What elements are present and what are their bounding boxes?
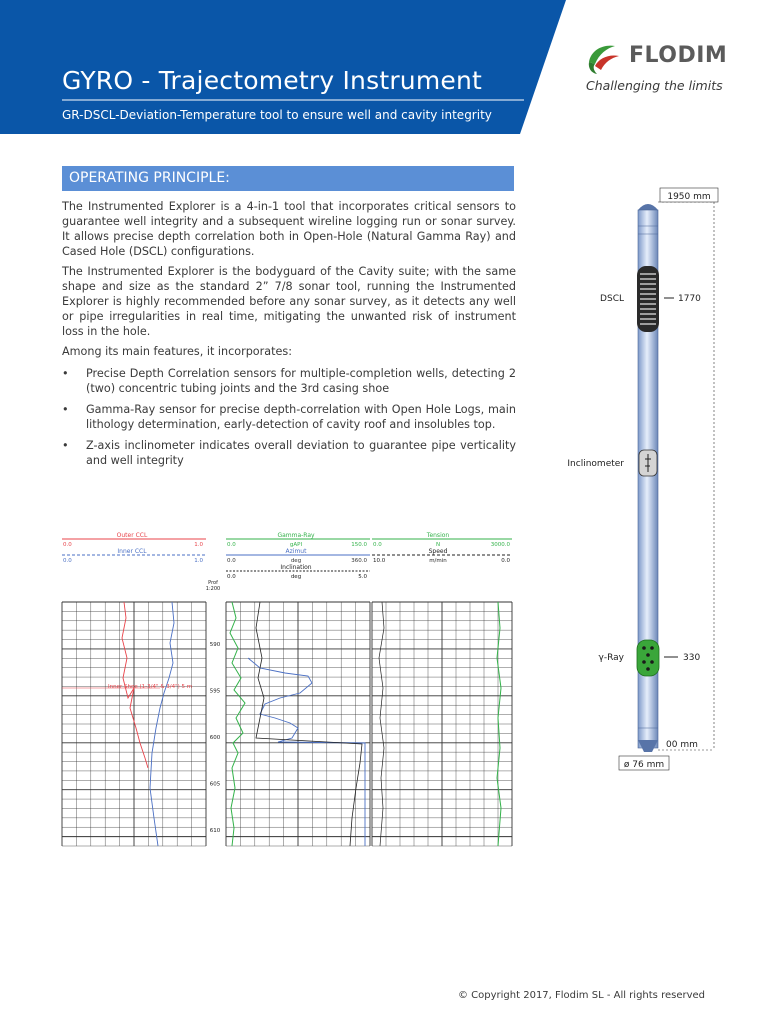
tagline: Challenging the limits	[586, 78, 723, 93]
inclination-unit: deg	[290, 574, 302, 580]
flodim-logo	[585, 40, 735, 76]
outer-ccl-min: 0.0	[63, 542, 72, 548]
list-item: • Gamma-Ray sensor for precise depth-correlation with Open Hole Logs, main lithology determination, early-detection of cavity roof and insolubles top.	[62, 403, 516, 431]
depth-label: 590	[209, 642, 221, 648]
tension-unit: N	[435, 542, 441, 548]
gamma-min: 0.0	[227, 542, 236, 548]
azimut-min: 0.0	[227, 558, 236, 564]
inclination-label: Inclination	[280, 564, 312, 571]
prof-label: Prof	[208, 580, 218, 586]
scale-label: 1:200	[205, 586, 221, 592]
logo-wordmark: FLODIM	[629, 43, 728, 68]
outer-ccl-label: Outer CCL	[116, 532, 148, 539]
copyright-footer: © Copyright 2017, Flodim SL - All rights reserved	[458, 990, 706, 1001]
gamma-max: 150.0	[351, 542, 367, 548]
tool-diameter: ø 76 mm	[623, 760, 665, 770]
azimut-max: 360.0	[351, 558, 367, 564]
depth-label: 600	[209, 735, 221, 741]
depth-axis	[210, 642, 221, 834]
azimut-label: Azimut	[285, 548, 307, 555]
dscl-value: 1770	[678, 294, 701, 304]
inner-ccl-max: 1.0	[194, 558, 203, 564]
dscl-label: DSCL	[600, 294, 624, 304]
tension-min: 0.0	[373, 542, 382, 548]
annotation-text: Inner Shoe (1-3/4" & 3/4") 5 m	[108, 684, 193, 690]
tension-max: 3000.0	[490, 542, 510, 548]
azimut-unit: deg	[290, 558, 302, 564]
section-header	[62, 166, 514, 191]
page-subtitle: GR-DSCL-Deviation-Temperature tool to ensure well and cavity integrity	[62, 108, 492, 122]
well-log-chart	[60, 528, 520, 853]
speed-unit: m/min	[429, 558, 447, 564]
tool-nose	[638, 204, 658, 210]
gamma-label: γ-Ray	[598, 653, 624, 663]
inclination-max: 5.0	[358, 574, 367, 580]
gamma-ray-label: Gamma-Ray	[277, 532, 315, 539]
inner-ccl-label: Inner CCL	[117, 548, 147, 555]
depth-label: 595	[209, 688, 221, 695]
feature-list	[62, 366, 516, 474]
tool-length: 1950 mm	[667, 192, 711, 202]
speed-max: 0.0	[501, 558, 510, 564]
inner-ccl-min: 0.0	[63, 558, 72, 564]
tool-tail	[638, 740, 658, 752]
speed-label: Speed	[428, 548, 448, 555]
log-grid	[62, 602, 512, 846]
paragraph-intro: The Instrumented Explorer is a 4-in-1 tool that incorporates critical sensors to guarantee well integrity and a subsequent wireline logging run or sonar survey. It allows precise depth correlation both in Open-Hole (Natural Gamma Ray) and Cased Hole (DSCL) configurations.	[62, 200, 516, 258]
paragraph-bodyguard: The Instrumented Explorer is the bodyguard of the Cavity suite; with the same shape and size as the standard 2” 7/8 sonar tool, running the Instrumented Explorer is highly recommended before any sonar survey, as it detects any well or pipe irregularities in real time, mitigating the unwanted risk of instrument loss in the hole.	[62, 265, 516, 338]
gamma-value: 330	[683, 653, 701, 663]
inclinometer-label: Inclinometer	[567, 459, 624, 469]
depth-label: 605	[209, 781, 221, 788]
depth-label: 610	[209, 828, 221, 834]
section-title: OPERATING PRINCIPLE:	[69, 170, 230, 186]
page-title: GYRO - Trajectometry Instrument	[62, 66, 483, 95]
paragraph-features-intro: Among its main features, it incorporates:	[62, 345, 292, 358]
inclination-min: 0.0	[227, 574, 236, 580]
list-item: • Precise Depth Correlation sensors for multiple-completion wells, detecting 2 (two) concentric tubing joints and the 3rd casing shoe	[62, 367, 516, 395]
list-item: • Z-axis inclinometer indicates overall deviation to guarantee pipe verticality and well integrity	[62, 439, 516, 467]
speed-min: 10.0	[373, 558, 386, 564]
tension-label: Tension	[426, 532, 450, 539]
flodim-logo-icon	[585, 40, 625, 76]
tool-diagram	[560, 180, 730, 780]
gamma-unit: gAPI	[289, 542, 303, 548]
base-value: 00 mm	[666, 740, 698, 750]
outer-ccl-max: 1.0	[194, 542, 203, 548]
